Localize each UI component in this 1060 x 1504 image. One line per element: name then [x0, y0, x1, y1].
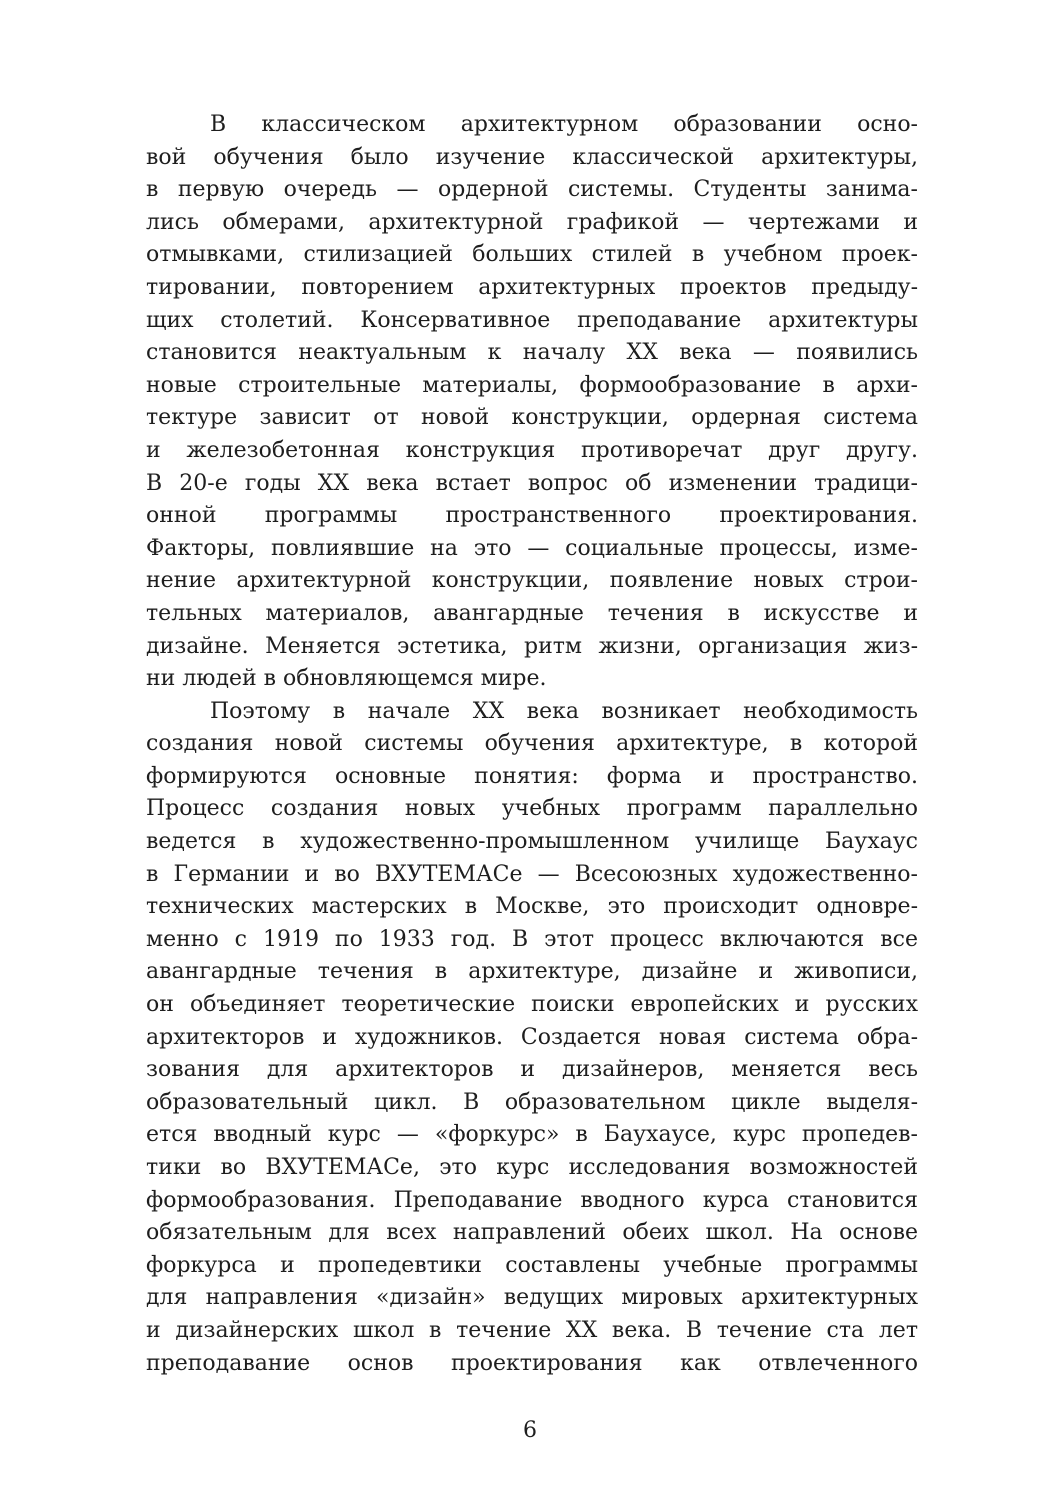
text-line: тировании, повторением архитектурных проектов предыду-: [146, 274, 918, 300]
text-line: преподавание основ проектирования как отвлеченного: [146, 1350, 918, 1376]
text-line: и железобетонная конструкция противоречат друг другу.: [146, 437, 918, 463]
text-line: тельных материалов, авангардные течения в искусстве и: [146, 600, 918, 626]
text-line: авангардные течения в архитектуре, дизайне и живописи,: [146, 959, 918, 985]
text-line: создания новой системы обучения архитектуре, в которой: [146, 731, 918, 757]
text-line: формируются основные понятия: форма и пространство.: [146, 763, 918, 789]
page-number: 6: [523, 1418, 537, 1443]
text-line: онной программы пространственного проектирования.: [146, 503, 918, 529]
body-text: [146, 109, 918, 1380]
text-line: и дизайнерских школ в течение XX века. В течение ста лет: [146, 1317, 918, 1343]
text-line: ни людей в обновляющемся мире.: [146, 666, 547, 692]
paragraph: [146, 696, 918, 1380]
text-line: менно с 1919 по 1933 год. В этот процесс включаются все: [146, 926, 918, 952]
text-line: Поэтому в начале XX века возникает необходимость: [210, 698, 918, 724]
text-line: вой обучения было изучение классической архитектуры,: [146, 144, 918, 170]
text-line: тики во ВХУТЕМАСе, это курс исследования возможностей: [146, 1155, 918, 1180]
text-line: Процесс создания новых учебных программ параллельно: [146, 796, 918, 822]
text-line: в первую очередь — ордерной системы. Студенты занима-: [146, 177, 918, 203]
text-line: он объединяет теоретические поиски европейских и русских: [146, 992, 918, 1018]
text-line: нение архитектурной конструкции, появление новых строи-: [146, 568, 918, 594]
text-line: тектуре зависит от новой конструкции, ордерная система: [146, 405, 918, 431]
text-line: для направления «дизайн» ведущих мировых архитектурных: [146, 1285, 918, 1311]
text-line: лись обмерами, архитектурной графикой — чертежами и: [146, 209, 918, 235]
paragraph: [146, 109, 918, 696]
text-line: В классическом архитектурном образовании осно-: [210, 112, 918, 137]
text-line: щих столетий. Консервативное преподавание архитектуры: [146, 307, 918, 333]
text-line: ведется в художественно-промышленном училище Баухаус: [146, 829, 918, 855]
text-line: формообразования. Преподавание вводного курса становится: [146, 1187, 918, 1213]
text-line: в Германии и во ВХУТЕМАСе — Всесоюзных художественно-: [146, 861, 918, 887]
text-line: зования для архитекторов и дизайнеров, меняется весь: [146, 1057, 918, 1083]
text-line: Факторы, повлиявшие на это — социальные процессы, изме-: [146, 535, 918, 561]
text-line: новые строительные материалы, формообразование в архи-: [146, 372, 918, 398]
text-line: В 20-е годы XX века встает вопрос об изменении традици-: [146, 470, 918, 496]
text-line: становится неактуальным к началу XX века — появились: [146, 340, 918, 366]
text-line: образовательный цикл. В образовательном цикле выделя-: [146, 1089, 918, 1115]
text-line: обязательным для всех направлений обеих школ. На основе: [146, 1220, 918, 1246]
text-line: форкурса и пропедевтики составлены учебные программы: [146, 1252, 918, 1278]
text-line: ется вводный курс — «форкурс» в Баухаусе, курс пропедев-: [146, 1122, 918, 1148]
text-line: технических мастерских в Москве, это происходит одновре-: [146, 894, 918, 920]
text-line: отмывками, стилизацией больших стилей в учебном проек-: [146, 242, 918, 268]
text-line: архитекторов и художников. Создается новая система обра-: [146, 1024, 918, 1050]
text-line: дизайне. Меняется эстетика, ритм жизни, организация жиз-: [146, 633, 918, 659]
